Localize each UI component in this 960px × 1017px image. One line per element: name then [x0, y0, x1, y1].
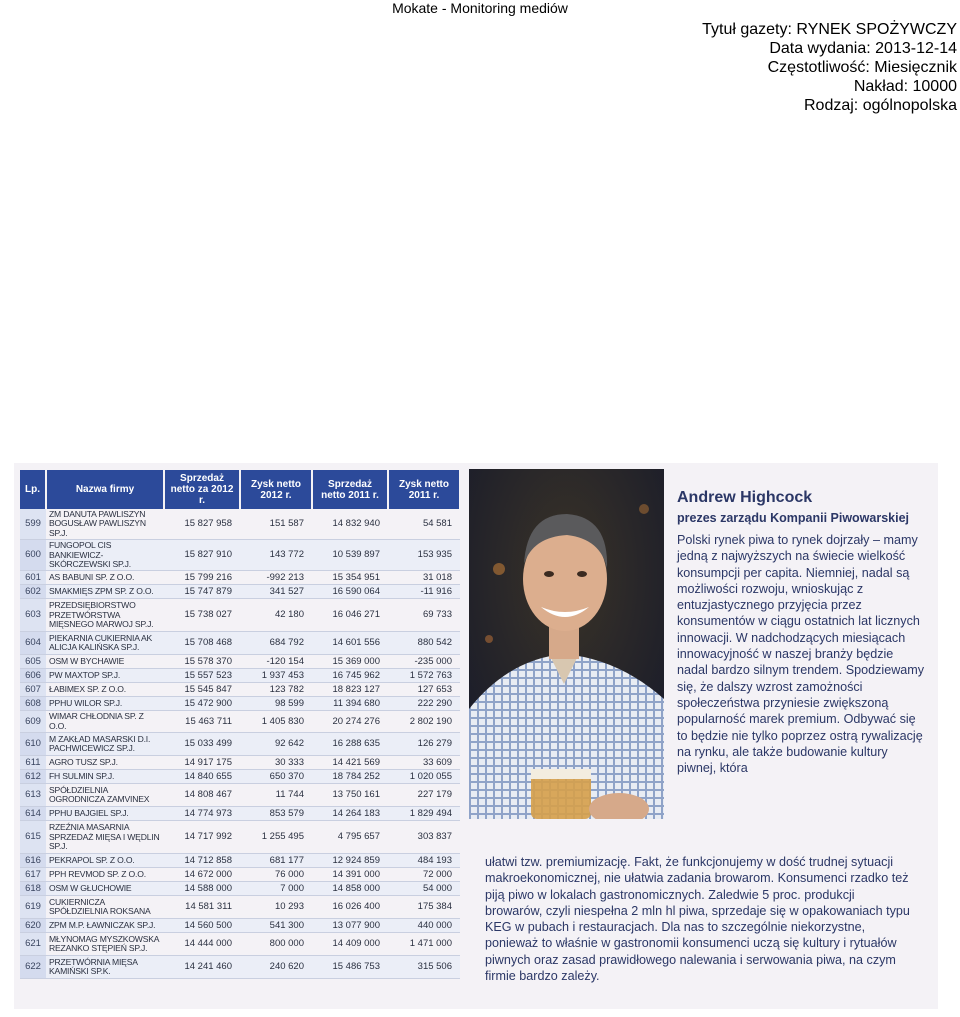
cell-profit-2012: 341 527: [240, 585, 312, 599]
cell-sales-2012: 14 808 467: [164, 784, 240, 807]
cell-name: OSM W BYCHAWIE: [46, 655, 164, 669]
cell-profit-2011: 175 384: [388, 896, 460, 919]
cell-profit-2011: 315 506: [388, 956, 460, 979]
cell-lp: 599: [20, 509, 46, 540]
cell-sales-2012: 14 774 973: [164, 807, 240, 821]
table-row: [20, 632, 460, 655]
table-row: [20, 896, 460, 919]
article-paragraph-2: ułatwi tzw. premiumizację. Fakt, że funkcjonujemy w dość trudnej sytuacji makroekonomicznej, nie ułatwia zadania browarom. Konsumenci rzadko też piją piwo w lokalach gastronomicznych. Zaledwie 5 proc. produkcji browarów, czyli niespełna 2 mln hl piwa, sprzedaje się w opakowaniach typu KEG w pubach i restauracjach. Dla nas to szczególnie niekorzystne, ponieważ to właśnie w gastronomii konsumenci uczą się kultury i rytuałów piwnych oraz zasad prawidłowego nalewania i serwowania piwa, na czym firmie bardzo zależy.: [485, 855, 910, 984]
cell-profit-2011: 33 609: [388, 756, 460, 770]
cell-profit-2011: 1 572 763: [388, 669, 460, 683]
cell-sales-2011: 14 601 556: [312, 632, 388, 655]
table-row: [20, 599, 460, 632]
cell-profit-2012: 7 000: [240, 882, 312, 896]
cell-lp: 620: [20, 919, 46, 933]
interview-article: [485, 488, 927, 984]
cell-name: ZM DANUTA PAWLISZYN BOGUSŁAW PAWLISZYN SP.J.: [46, 509, 164, 540]
cell-sales-2011: 4 795 657: [312, 821, 388, 854]
cell-profit-2011: 484 193: [388, 854, 460, 868]
cell-profit-2011: 222 290: [388, 697, 460, 711]
article-paragraph-1: Polski rynek piwa to rynek dojrzały – mamy jedną z najwyższych na świecie wielkość konsumpcji per capita. Niemniej, nadal są możliwości rozwoju, wnioskując z entuzjastycznego przyjęcia przez konsumentów w ciągu ostatnich lat licznych innowacji. W nadchodzących miesiącach innowacyjność w naszej branży będzie nadal bardzo silnym trendem. Spodziewamy się, że dalszy wzrost zamożności społeczeństwa przyniesie zwiększoną popularność marek premium. Odbywać się to będzie nie tylko poprzez ostrą rywalizację na rynku, ale także budowanie kultury piwnej, która: [677, 533, 925, 776]
table-row: [20, 571, 460, 585]
cell-profit-2012: 650 370: [240, 770, 312, 784]
header-profit-2011: Zysk netto 2011 r.: [388, 470, 460, 509]
header-sales-2012: Sprzedaż netto za 2012 r.: [164, 470, 240, 509]
cell-sales-2012: 14 840 655: [164, 770, 240, 784]
table-row: [20, 821, 460, 854]
cell-profit-2011: 1 829 494: [388, 807, 460, 821]
cell-lp: 619: [20, 896, 46, 919]
table-row: [20, 683, 460, 697]
cell-name: WIMAR CHŁODNIA SP. Z O.O.: [46, 711, 164, 733]
cell-lp: 621: [20, 933, 46, 956]
cell-sales-2012: 15 738 027: [164, 599, 240, 632]
cell-sales-2011: 14 391 000: [312, 868, 388, 882]
cell-sales-2012: 15 799 216: [164, 571, 240, 585]
cell-lp: 605: [20, 655, 46, 669]
cell-sales-2012: 15 827 958: [164, 509, 240, 540]
cell-lp: 612: [20, 770, 46, 784]
cell-profit-2012: 240 620: [240, 956, 312, 979]
table-row: [20, 933, 460, 956]
table-row: [20, 540, 460, 571]
cell-profit-2011: 126 279: [388, 733, 460, 756]
press-clipping: [14, 463, 938, 1009]
cell-sales-2011: 10 539 897: [312, 540, 388, 571]
cell-profit-2011: 1 020 055: [388, 770, 460, 784]
cell-sales-2012: 15 747 879: [164, 585, 240, 599]
cell-profit-2011: 72 000: [388, 868, 460, 882]
cell-sales-2012: 14 241 460: [164, 956, 240, 979]
cell-sales-2011: 16 745 962: [312, 669, 388, 683]
cell-lp: 618: [20, 882, 46, 896]
cell-profit-2012: 684 792: [240, 632, 312, 655]
cell-profit-2011: 2 802 190: [388, 711, 460, 733]
cell-profit-2011: 440 000: [388, 919, 460, 933]
table-row: [20, 509, 460, 540]
cell-sales-2012: 15 463 711: [164, 711, 240, 733]
cell-profit-2012: 541 300: [240, 919, 312, 933]
cell-lp: 613: [20, 784, 46, 807]
cell-lp: 608: [20, 697, 46, 711]
cell-profit-2011: 303 837: [388, 821, 460, 854]
cell-name: PPHU BAJGIEL SP.J.: [46, 807, 164, 821]
portrait-illustration: [469, 469, 664, 819]
cell-profit-2011: 54 000: [388, 882, 460, 896]
cell-lp: 606: [20, 669, 46, 683]
cell-profit-2012: 10 293: [240, 896, 312, 919]
cell-name: SMAKMIĘS ZPM SP. Z O.O.: [46, 585, 164, 599]
cell-profit-2011: 227 179: [388, 784, 460, 807]
cell-sales-2012: 14 717 992: [164, 821, 240, 854]
cell-sales-2011: 16 026 400: [312, 896, 388, 919]
cell-profit-2011: 69 733: [388, 599, 460, 632]
cell-sales-2011: 14 264 183: [312, 807, 388, 821]
cell-sales-2012: 15 578 370: [164, 655, 240, 669]
company-ranking-table: [20, 470, 461, 979]
cell-lp: 602: [20, 585, 46, 599]
cell-sales-2011: 20 274 276: [312, 711, 388, 733]
cell-sales-2011: 14 858 000: [312, 882, 388, 896]
table-row: [20, 868, 460, 882]
cell-sales-2011: 16 590 064: [312, 585, 388, 599]
table-row: [20, 784, 460, 807]
table-row: [20, 711, 460, 733]
table-row: [20, 585, 460, 599]
cell-lp: 611: [20, 756, 46, 770]
cell-lp: 607: [20, 683, 46, 697]
cell-lp: 617: [20, 868, 46, 882]
cell-name: FUNGOPOL CIS BANKIEWICZ-SKÓRCZEWSKI SP.J.: [46, 540, 164, 571]
table-row: [20, 770, 460, 784]
meta-title: Tytuł gazety: RYNEK SPOŻYWCZY: [702, 21, 957, 38]
table-row: [20, 756, 460, 770]
cell-sales-2011: 12 924 859: [312, 854, 388, 868]
cell-lp: 601: [20, 571, 46, 585]
cell-name: ŁABIMEX SP. Z O.O.: [46, 683, 164, 697]
cell-name: PRZEDSIĘBIORSTWO PRZETWÓRSTWA MIĘSNEGO MARWOJ SP.J.: [46, 599, 164, 632]
cell-profit-2012: 42 180: [240, 599, 312, 632]
header-lp: Lp.: [20, 470, 46, 509]
cell-profit-2012: 1 255 495: [240, 821, 312, 854]
publication-meta: [702, 20, 957, 115]
cell-sales-2011: 18 823 127: [312, 683, 388, 697]
meta-circulation: Nakład: 10000: [853, 78, 957, 95]
cell-profit-2012: 30 333: [240, 756, 312, 770]
cell-profit-2012: -120 154: [240, 655, 312, 669]
header-profit-2012: Zysk netto 2012 r.: [240, 470, 312, 509]
cell-sales-2011: 15 369 000: [312, 655, 388, 669]
cell-sales-2011: 16 288 635: [312, 733, 388, 756]
cell-name: PIEKARNIA CUKIERNIA AK ALICJA KALIŃSKA SP.J.: [46, 632, 164, 655]
cell-sales-2012: 15 708 468: [164, 632, 240, 655]
cell-name: FH SULMIN SP.J.: [46, 770, 164, 784]
cell-profit-2012: 800 000: [240, 933, 312, 956]
cell-lp: 609: [20, 711, 46, 733]
cell-name: PPHU WILOR SP.J.: [46, 697, 164, 711]
cell-lp: 603: [20, 599, 46, 632]
cell-name: SPÓŁDZIELNIA OGRODNICZA ZAMVINEX: [46, 784, 164, 807]
table-row: [20, 882, 460, 896]
cell-lp: 610: [20, 733, 46, 756]
cell-name: PPH REVMOD SP. Z O.O.: [46, 868, 164, 882]
cell-sales-2012: 14 672 000: [164, 868, 240, 882]
portrait-photo: [469, 469, 664, 819]
cell-sales-2011: 13 077 900: [312, 919, 388, 933]
cell-sales-2011: 15 486 753: [312, 956, 388, 979]
meta-frequency: Częstotliwość: Miesięcznik: [767, 59, 957, 76]
person-name: Andrew Highcock: [677, 489, 813, 506]
cell-profit-2012: 681 177: [240, 854, 312, 868]
cell-name: MŁYNOMAG MYSZKOWSKA REZANKO STĘPIEŃ SP.J.: [46, 933, 164, 956]
cell-name: PEKRAPOL SP. Z O.O.: [46, 854, 164, 868]
cell-profit-2011: -235 000: [388, 655, 460, 669]
table-header-row: [20, 470, 460, 509]
cell-sales-2011: 14 832 940: [312, 509, 388, 540]
cell-profit-2012: 151 587: [240, 509, 312, 540]
cell-profit-2012: 98 599: [240, 697, 312, 711]
table-row: [20, 669, 460, 683]
person-role: prezes zarządu Kompanii Piwowarskiej: [677, 511, 910, 525]
table-row: [20, 919, 460, 933]
cell-sales-2012: 14 917 175: [164, 756, 240, 770]
table-row: [20, 655, 460, 669]
cell-profit-2011: 880 542: [388, 632, 460, 655]
header-sales-2011: Sprzedaż netto 2011 r.: [312, 470, 388, 509]
cell-name: PW MAXTOP SP.J.: [46, 669, 164, 683]
cell-profit-2011: 54 581: [388, 509, 460, 540]
meta-type: Rodzaj: ogólnopolska: [804, 97, 957, 114]
cell-name: AS BABUNI SP. Z O.O.: [46, 571, 164, 585]
cell-profit-2012: 123 782: [240, 683, 312, 697]
cell-name: PRZETWÓRNIA MIĘSA KAMIŃSKI SP.K.: [46, 956, 164, 979]
cell-sales-2012: 14 712 858: [164, 854, 240, 868]
cell-sales-2012: 14 444 000: [164, 933, 240, 956]
cell-profit-2012: 1 937 453: [240, 669, 312, 683]
cell-profit-2011: 31 018: [388, 571, 460, 585]
table-row: [20, 854, 460, 868]
cell-sales-2011: 16 046 271: [312, 599, 388, 632]
cell-lp: 622: [20, 956, 46, 979]
cell-profit-2011: 153 935: [388, 540, 460, 571]
cell-sales-2011: 11 394 680: [312, 697, 388, 711]
cell-profit-2011: -11 916: [388, 585, 460, 599]
cell-profit-2011: 127 653: [388, 683, 460, 697]
table-row: [20, 956, 460, 979]
cell-sales-2011: 14 421 569: [312, 756, 388, 770]
cell-lp: 615: [20, 821, 46, 854]
cell-sales-2012: 14 588 000: [164, 882, 240, 896]
cell-sales-2012: 14 581 311: [164, 896, 240, 919]
cell-sales-2011: 15 354 951: [312, 571, 388, 585]
app-title: Mokate - Monitoring mediów: [392, 0, 568, 16]
meta-date: Data wydania: 2013-12-14: [769, 40, 957, 57]
cell-sales-2012: 14 560 500: [164, 919, 240, 933]
cell-name: CUKIERNICZA SPÓŁDZIELNIA ROKSANA: [46, 896, 164, 919]
cell-sales-2012: 15 557 523: [164, 669, 240, 683]
cell-sales-2012: 15 472 900: [164, 697, 240, 711]
cell-profit-2011: 1 471 000: [388, 933, 460, 956]
table-row: [20, 733, 460, 756]
cell-sales-2011: 18 784 252: [312, 770, 388, 784]
cell-name: ZPM M.P. ŁAWNICZAK SP.J.: [46, 919, 164, 933]
cell-name: OSM W GŁUCHOWIE: [46, 882, 164, 896]
cell-profit-2012: 92 642: [240, 733, 312, 756]
cell-profit-2012: 11 744: [240, 784, 312, 807]
table-row: [20, 807, 460, 821]
cell-sales-2012: 15 545 847: [164, 683, 240, 697]
cell-lp: 614: [20, 807, 46, 821]
cell-sales-2012: 15 033 499: [164, 733, 240, 756]
cell-sales-2011: 13 750 161: [312, 784, 388, 807]
cell-lp: 604: [20, 632, 46, 655]
cell-sales-2011: 14 409 000: [312, 933, 388, 956]
cell-lp: 616: [20, 854, 46, 868]
cell-profit-2012: 76 000: [240, 868, 312, 882]
table-body: [20, 509, 460, 979]
cell-profit-2012: 1 405 830: [240, 711, 312, 733]
cell-profit-2012: -992 213: [240, 571, 312, 585]
cell-profit-2012: 853 579: [240, 807, 312, 821]
cell-lp: 600: [20, 540, 46, 571]
cell-name: RZEŹNIA MASARNIA SPRZEDAŻ MIĘSA I WĘDLIN SP.J.: [46, 821, 164, 854]
cell-name: M ZAKŁAD MASARSKI D.I. PACHWICEWICZ SP.J.: [46, 733, 164, 756]
table-row: [20, 697, 460, 711]
cell-profit-2012: 143 772: [240, 540, 312, 571]
header-company-name: Nazwa firmy: [46, 470, 164, 509]
cell-sales-2012: 15 827 910: [164, 540, 240, 571]
cell-name: AGRO TUSZ SP.J.: [46, 756, 164, 770]
